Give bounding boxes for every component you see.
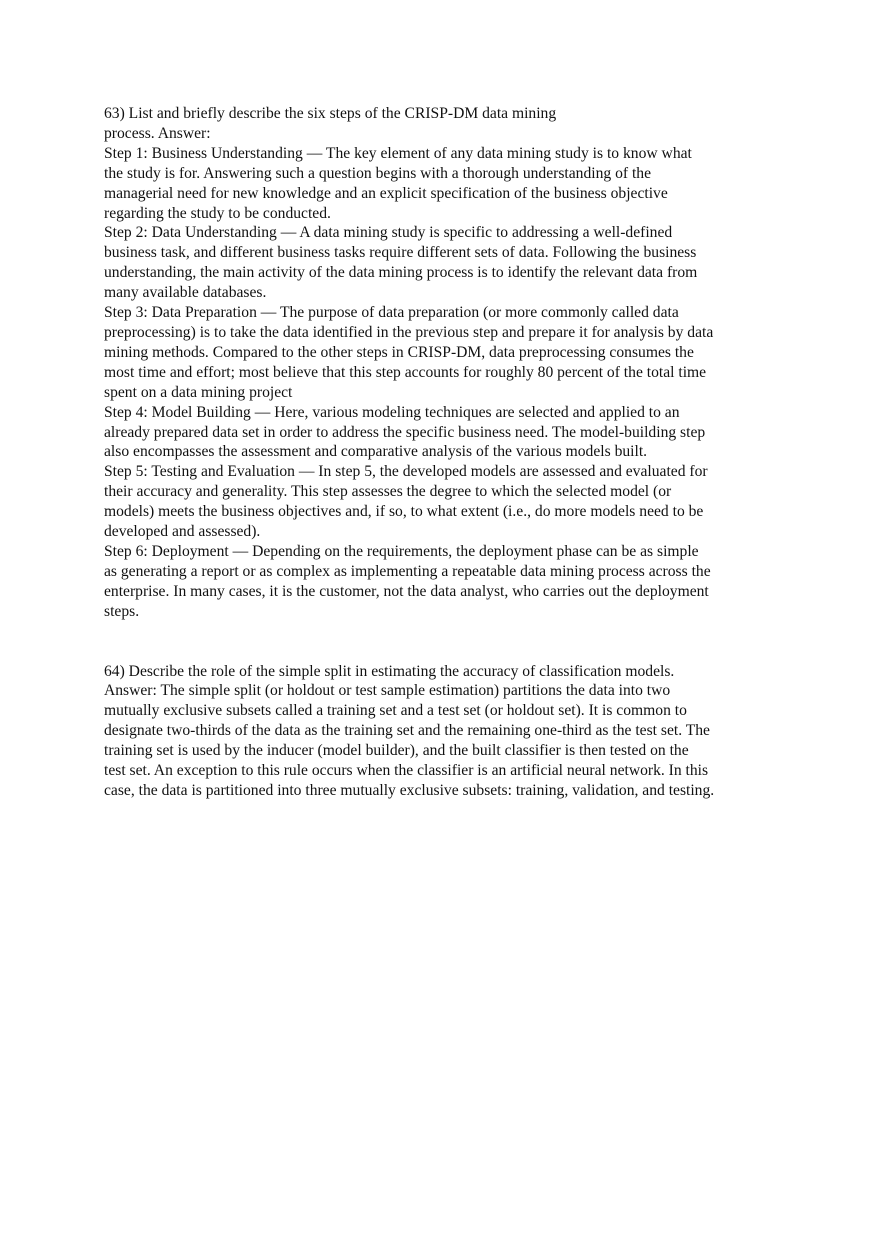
step-4-line: already prepared data set in order to address the specific business need. The model-building step: [104, 423, 706, 441]
question-64-answer-line: designate two-thirds of the data as the training set and the remaining one-third as the test set. The: [104, 722, 710, 740]
step-3-line: preprocessing) is to take the data identified in the previous step and prepare it for analysis by data: [104, 323, 714, 341]
step-6-line: enterprise. In many cases, it is the customer, not the data analyst, who carries out the deployment: [104, 582, 709, 600]
step-3-line: mining methods. Compared to the other steps in CRISP-DM, data preprocessing consumes the: [104, 343, 694, 361]
step-4-line: Step 4: Model Building — Here, various modeling techniques are selected and applied to an: [104, 403, 680, 421]
question-64-prompt-line: 64) Describe the role of the simple split in estimating the accuracy of classification models.: [104, 662, 675, 680]
step-2-line: business task, and different business tasks require different sets of data. Following the business: [104, 244, 697, 262]
step-3-line: Step 3: Data Preparation — The purpose of data preparation (or more commonly called data: [104, 304, 679, 322]
step-3-line: most time and effort; most believe that this step accounts for roughly 80 percent of the total time: [104, 363, 707, 381]
step-5-line: Step 5: Testing and Evaluation — In step 5, the developed models are assessed and evaluated for: [104, 463, 708, 481]
question-64-answer-line: case, the data is partitioned into three mutually exclusive subsets: training, validation, and testing.: [104, 782, 715, 799]
step-5-line: their accuracy and generality. This step assesses the degree to which the selected model (or: [104, 483, 672, 501]
question-64-answer-line: mutually exclusive subsets called a training set and a test set (or holdout set). It is common to: [104, 702, 687, 720]
step-6-line: as generating a report or as complex as implementing a repeatable data mining process across the: [104, 562, 711, 580]
step-1-line: Step 1: Business Understanding — The key element of any data mining study is to know what: [104, 144, 692, 162]
step-2-line: understanding, the main activity of the data mining process is to identify the relevant data from: [104, 264, 698, 282]
step-5-line: developed and assessed).: [104, 523, 261, 541]
step-1-line: the study is for. Answering such a question begins with a thorough understanding of the: [104, 164, 652, 182]
question-64-answer-line: Answer: The simple split (or holdout or test sample estimation) partitions the data into two: [104, 682, 671, 700]
question-63-block: [104, 104, 794, 622]
question-63-prompt-line: 63) List and briefly describe the six steps of the CRISP-DM data mining: [104, 105, 557, 122]
step-2-line: Step 2: Data Understanding — A data mining study is specific to addressing a well-defined: [104, 224, 673, 242]
question-64-block: [104, 662, 794, 801]
step-1-line: regarding the study to be conducted.: [104, 204, 331, 222]
step-2-line: many available databases.: [104, 284, 267, 302]
step-3-line: spent on a data mining project: [104, 383, 293, 401]
question-64-answer-line: training set is used by the inducer (model builder), and the built classifier is then tested on the: [104, 742, 689, 760]
question-63-prompt-line: process. Answer:: [104, 124, 211, 142]
step-5-line: models) meets the business objectives and, if so, to what extent (i.e., do more models need to be: [104, 503, 704, 521]
question-64-answer-line: test set. An exception to this rule occurs when the classifier is an artificial neural network. In this: [104, 762, 709, 780]
step-1-line: managerial need for new knowledge and an explicit specification of the business objective: [104, 184, 668, 202]
step-6-line: Step 6: Deployment — Depending on the requirements, the deployment phase can be as simple: [104, 542, 699, 560]
document-content: [104, 104, 794, 801]
paragraph-gap: [104, 622, 794, 662]
step-6-line: steps.: [104, 602, 140, 620]
step-4-line: also encompasses the assessment and comparative analysis of the various models built.: [104, 443, 648, 461]
